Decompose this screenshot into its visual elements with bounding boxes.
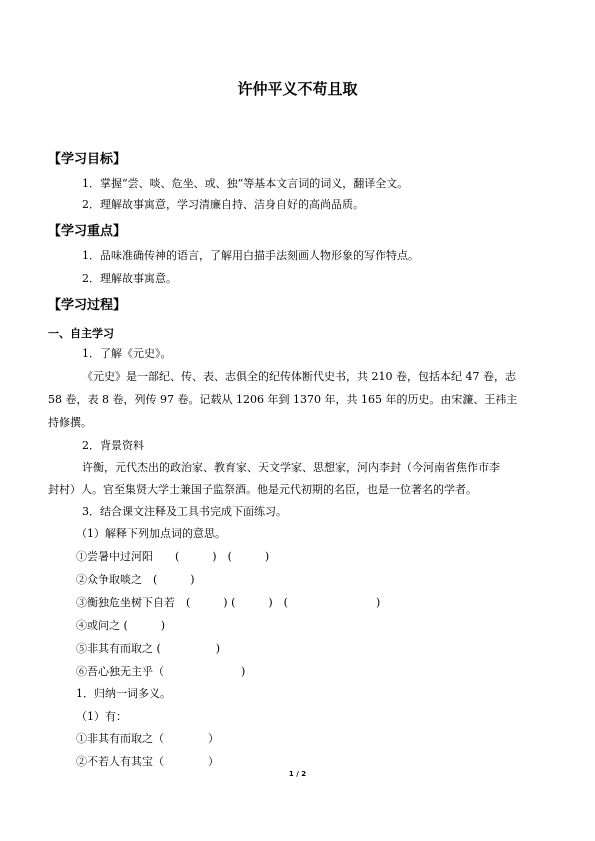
process-line: 1．了解《元史》。 bbox=[82, 347, 172, 360]
process-line: 1．归纳一词多义。 bbox=[76, 687, 171, 700]
process-line: （1）解释下列加点词的意思。 bbox=[76, 527, 226, 540]
exercise-item: ⑤非其有而取之 ( ) bbox=[76, 642, 221, 655]
exercise-item: ①非其有而取之（ ） bbox=[76, 732, 219, 745]
exercise-item: ⑥吾心独无主乎（ ) bbox=[76, 665, 246, 678]
process-heading: 【学习过程】 bbox=[48, 298, 127, 313]
process-line: 58 卷，表 8 卷，列传 97 卷。记载从 1206 年到 1370 年，共 165 年的历史。由宋濂、王祎主 bbox=[48, 393, 518, 406]
process-line: （1）有： bbox=[76, 710, 127, 723]
key-points-item-2: 2．理解故事寓意。 bbox=[82, 272, 177, 285]
exercise-item: ③衡独危坐树下自若 ( ) ( ) ( ) bbox=[76, 596, 381, 609]
key-points-heading: 【学习重点】 bbox=[48, 224, 127, 239]
process-line: 2．背景资料 bbox=[82, 439, 144, 452]
goals-heading: 【学习目标】 bbox=[48, 152, 127, 167]
process-line: 3．结合课文注释及工具书完成下面练习。 bbox=[82, 505, 287, 518]
process-line: 持修撰。 bbox=[48, 416, 92, 429]
process-line: 《元史》是一部纪、传、表、志俱全的纪传体断代史书，共 210 卷，包括本纪 47 卷，志 bbox=[82, 370, 516, 383]
exercise-item: ①尝暑中过河阳 ( ) ( ) bbox=[76, 550, 270, 563]
goals-item-2: 2．理解故事寓意，学习清廉自持、洁身自好的高尚品质。 bbox=[82, 198, 364, 211]
exercise-item: ④或问之 ( ) bbox=[76, 619, 166, 632]
goals-item-1: 1．掌握“尝、啖、危坐、或、独”等基本文言词的词义，翻译全文。 bbox=[82, 177, 409, 190]
page-number: 1 / 2 bbox=[288, 770, 307, 778]
process-line: 许衡，元代杰出的政治家、教育家、天文学家、思想家，河内李封（今河南省焦作市李 bbox=[82, 461, 500, 474]
page-title: 许仲平义不苟且取 bbox=[237, 80, 358, 98]
key-points-item-1: 1．品味准确传神的语言，了解用白描手法刻画人物形象的写作特点。 bbox=[82, 249, 419, 262]
process-line: 封村）人。官至集贤大学士兼国子监祭酒。他是元代初期的名臣，也是一位著名的学者。 bbox=[48, 483, 477, 496]
exercise-item: ②不若人有其宝（ ） bbox=[76, 755, 219, 768]
exercise-item: ②众争取啖之 ( ) bbox=[76, 573, 195, 586]
self-study-subheading: 一、自主学习 bbox=[48, 327, 114, 340]
